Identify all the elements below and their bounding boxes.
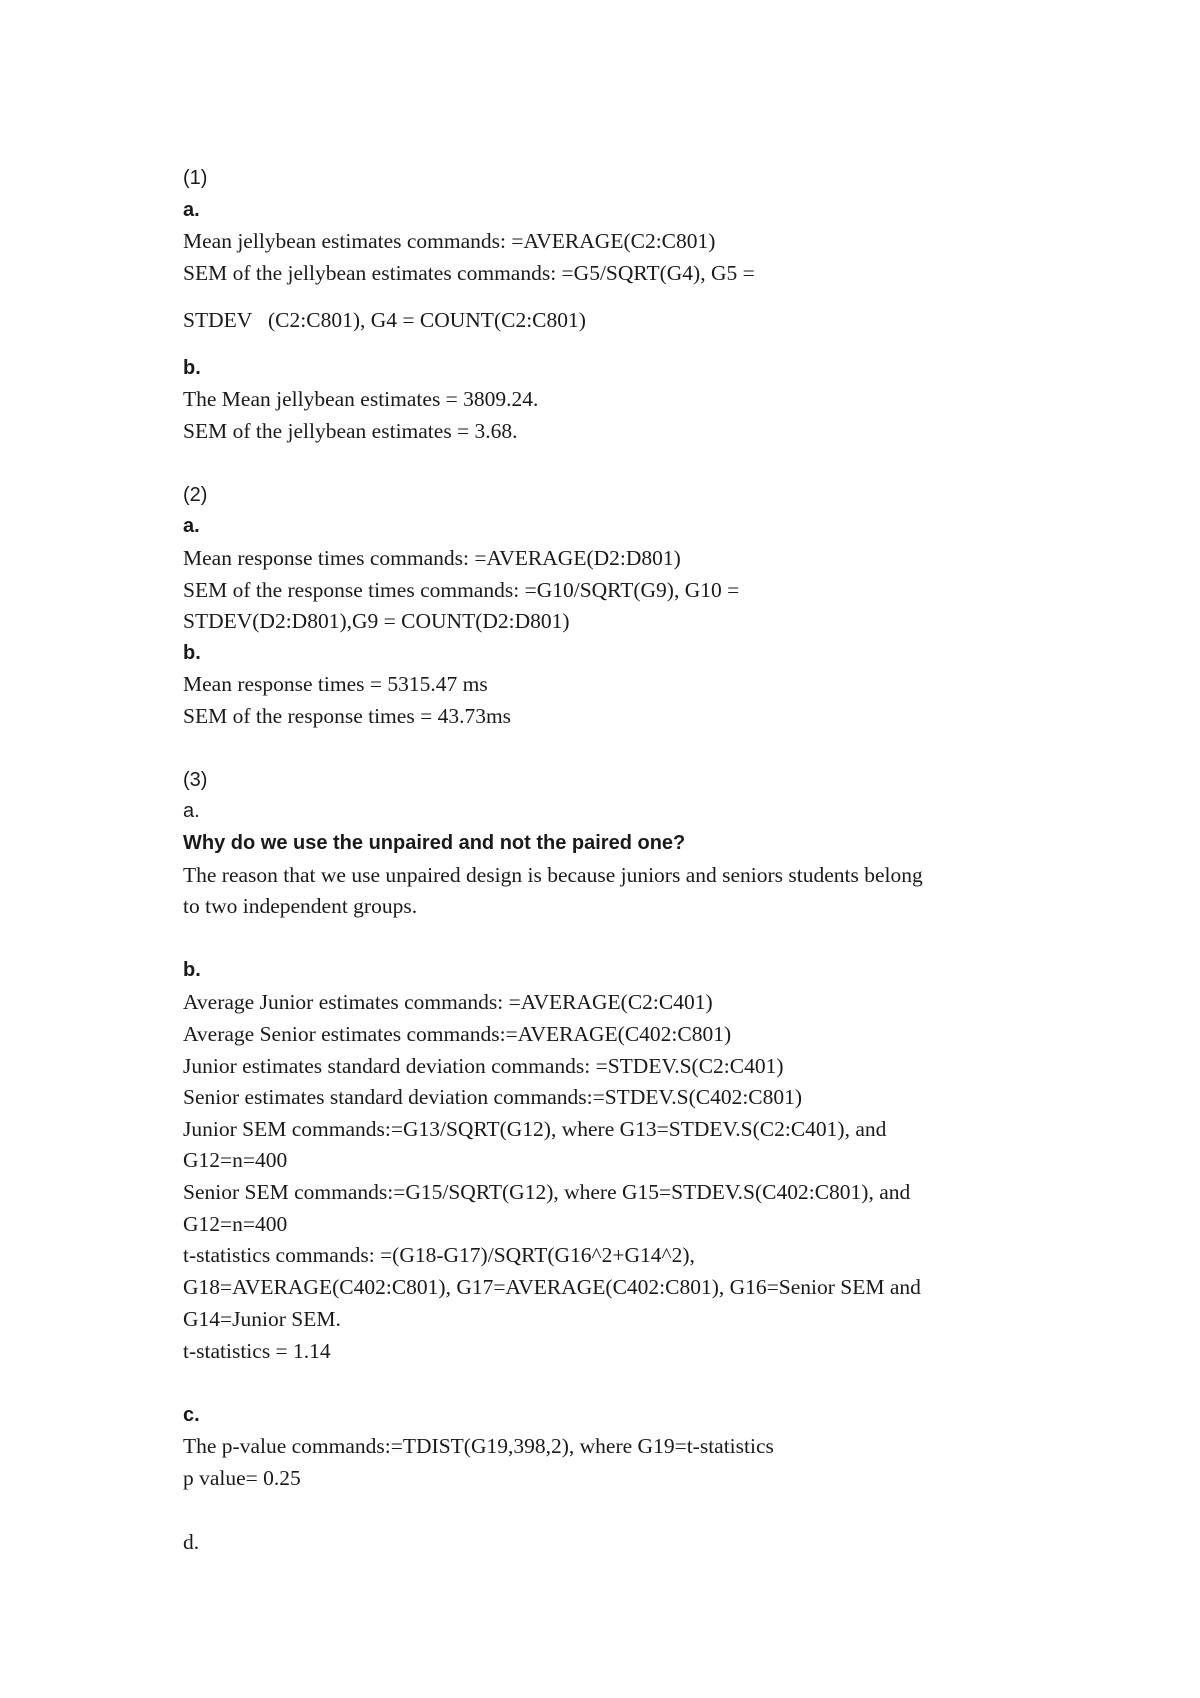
section-3d-label: d. [183, 1530, 200, 1554]
section-1a-label: a. [183, 199, 200, 221]
section-2a-line: Mean response times commands: =AVERAGE(D2:D801) [183, 546, 681, 570]
section-3b-line: Average Senior estimates commands:=AVERAGE(C402:C801) [183, 1022, 732, 1046]
section-3b-line: Senior SEM commands:=G15/SQRT(G12), where G15=STDEV.S(C402:C801), and [183, 1180, 911, 1204]
section-3b-line: Average Junior estimates commands: =AVERAGE(C2:C401) [183, 990, 713, 1014]
section-3-heading: (3) [183, 769, 208, 791]
section-3c-line: The p-value commands:=TDIST(G19,398,2), where G19=t-statistics [183, 1434, 774, 1458]
section-3a-question: Why do we use the unpaired and not the paired one? [183, 832, 686, 854]
section-3b-line: t-statistics = 1.14 [183, 1339, 331, 1363]
section-2b-line: SEM of the response times = 43.73ms [183, 704, 512, 728]
section-3b-line: Junior SEM commands:=G13/SQRT(G12), where G13=STDEV.S(C2:C401), and [183, 1117, 887, 1141]
section-1-heading: (1) [183, 167, 208, 189]
section-1b-line: SEM of the jellybean estimates = 3.68. [183, 419, 518, 443]
section-1a-line: Mean jellybean estimates commands: =AVERAGE(C2:C801) [183, 229, 716, 253]
section-1a-line: STDEV (C2:C801), G4 = COUNT(C2:C801) [183, 308, 586, 332]
section-2a-label: a. [183, 515, 200, 537]
section-3b-label: b. [183, 959, 201, 981]
section-2b-line: Mean response times = 5315.47 ms [183, 672, 488, 696]
section-3b-line: G12=n=400 [183, 1212, 288, 1236]
section-3b-line: Junior estimates standard deviation commands: =STDEV.S(C2:C401) [183, 1054, 784, 1078]
section-3a-label: a. [183, 800, 200, 822]
section-1a-line: SEM of the jellybean estimates commands: =G5/SQRT(G4), G5 = [183, 261, 755, 285]
section-3a-line: The reason that we use unpaired design is because juniors and seniors students belong [183, 863, 923, 887]
section-3b-line: G18=AVERAGE(C402:C801), G17=AVERAGE(C402:C801), G16=Senior SEM and [183, 1275, 921, 1299]
section-3c-label: c. [183, 1404, 200, 1426]
section-2b-label: b. [183, 642, 201, 664]
section-1b-line: The Mean jellybean estimates = 3809.24. [183, 387, 539, 411]
section-3b-line: G12=n=400 [183, 1148, 288, 1172]
section-3b-line: t-statistics commands: =(G18-G17)/SQRT(G16^2+G14^2), [183, 1243, 695, 1267]
section-2a-line: STDEV(D2:D801),G9 = COUNT(D2:D801) [183, 609, 570, 633]
section-3c-line: p value= 0.25 [183, 1466, 301, 1490]
section-3a-line: to two independent groups. [183, 894, 418, 918]
section-2-heading: (2) [183, 484, 208, 506]
section-1b-label: b. [183, 357, 201, 379]
section-3b-line: Senior estimates standard deviation commands:=STDEV.S(C402:C801) [183, 1085, 803, 1109]
section-2a-line: SEM of the response times commands: =G10/SQRT(G9), G10 = [183, 578, 740, 602]
section-3b-line: G14=Junior SEM. [183, 1307, 341, 1331]
